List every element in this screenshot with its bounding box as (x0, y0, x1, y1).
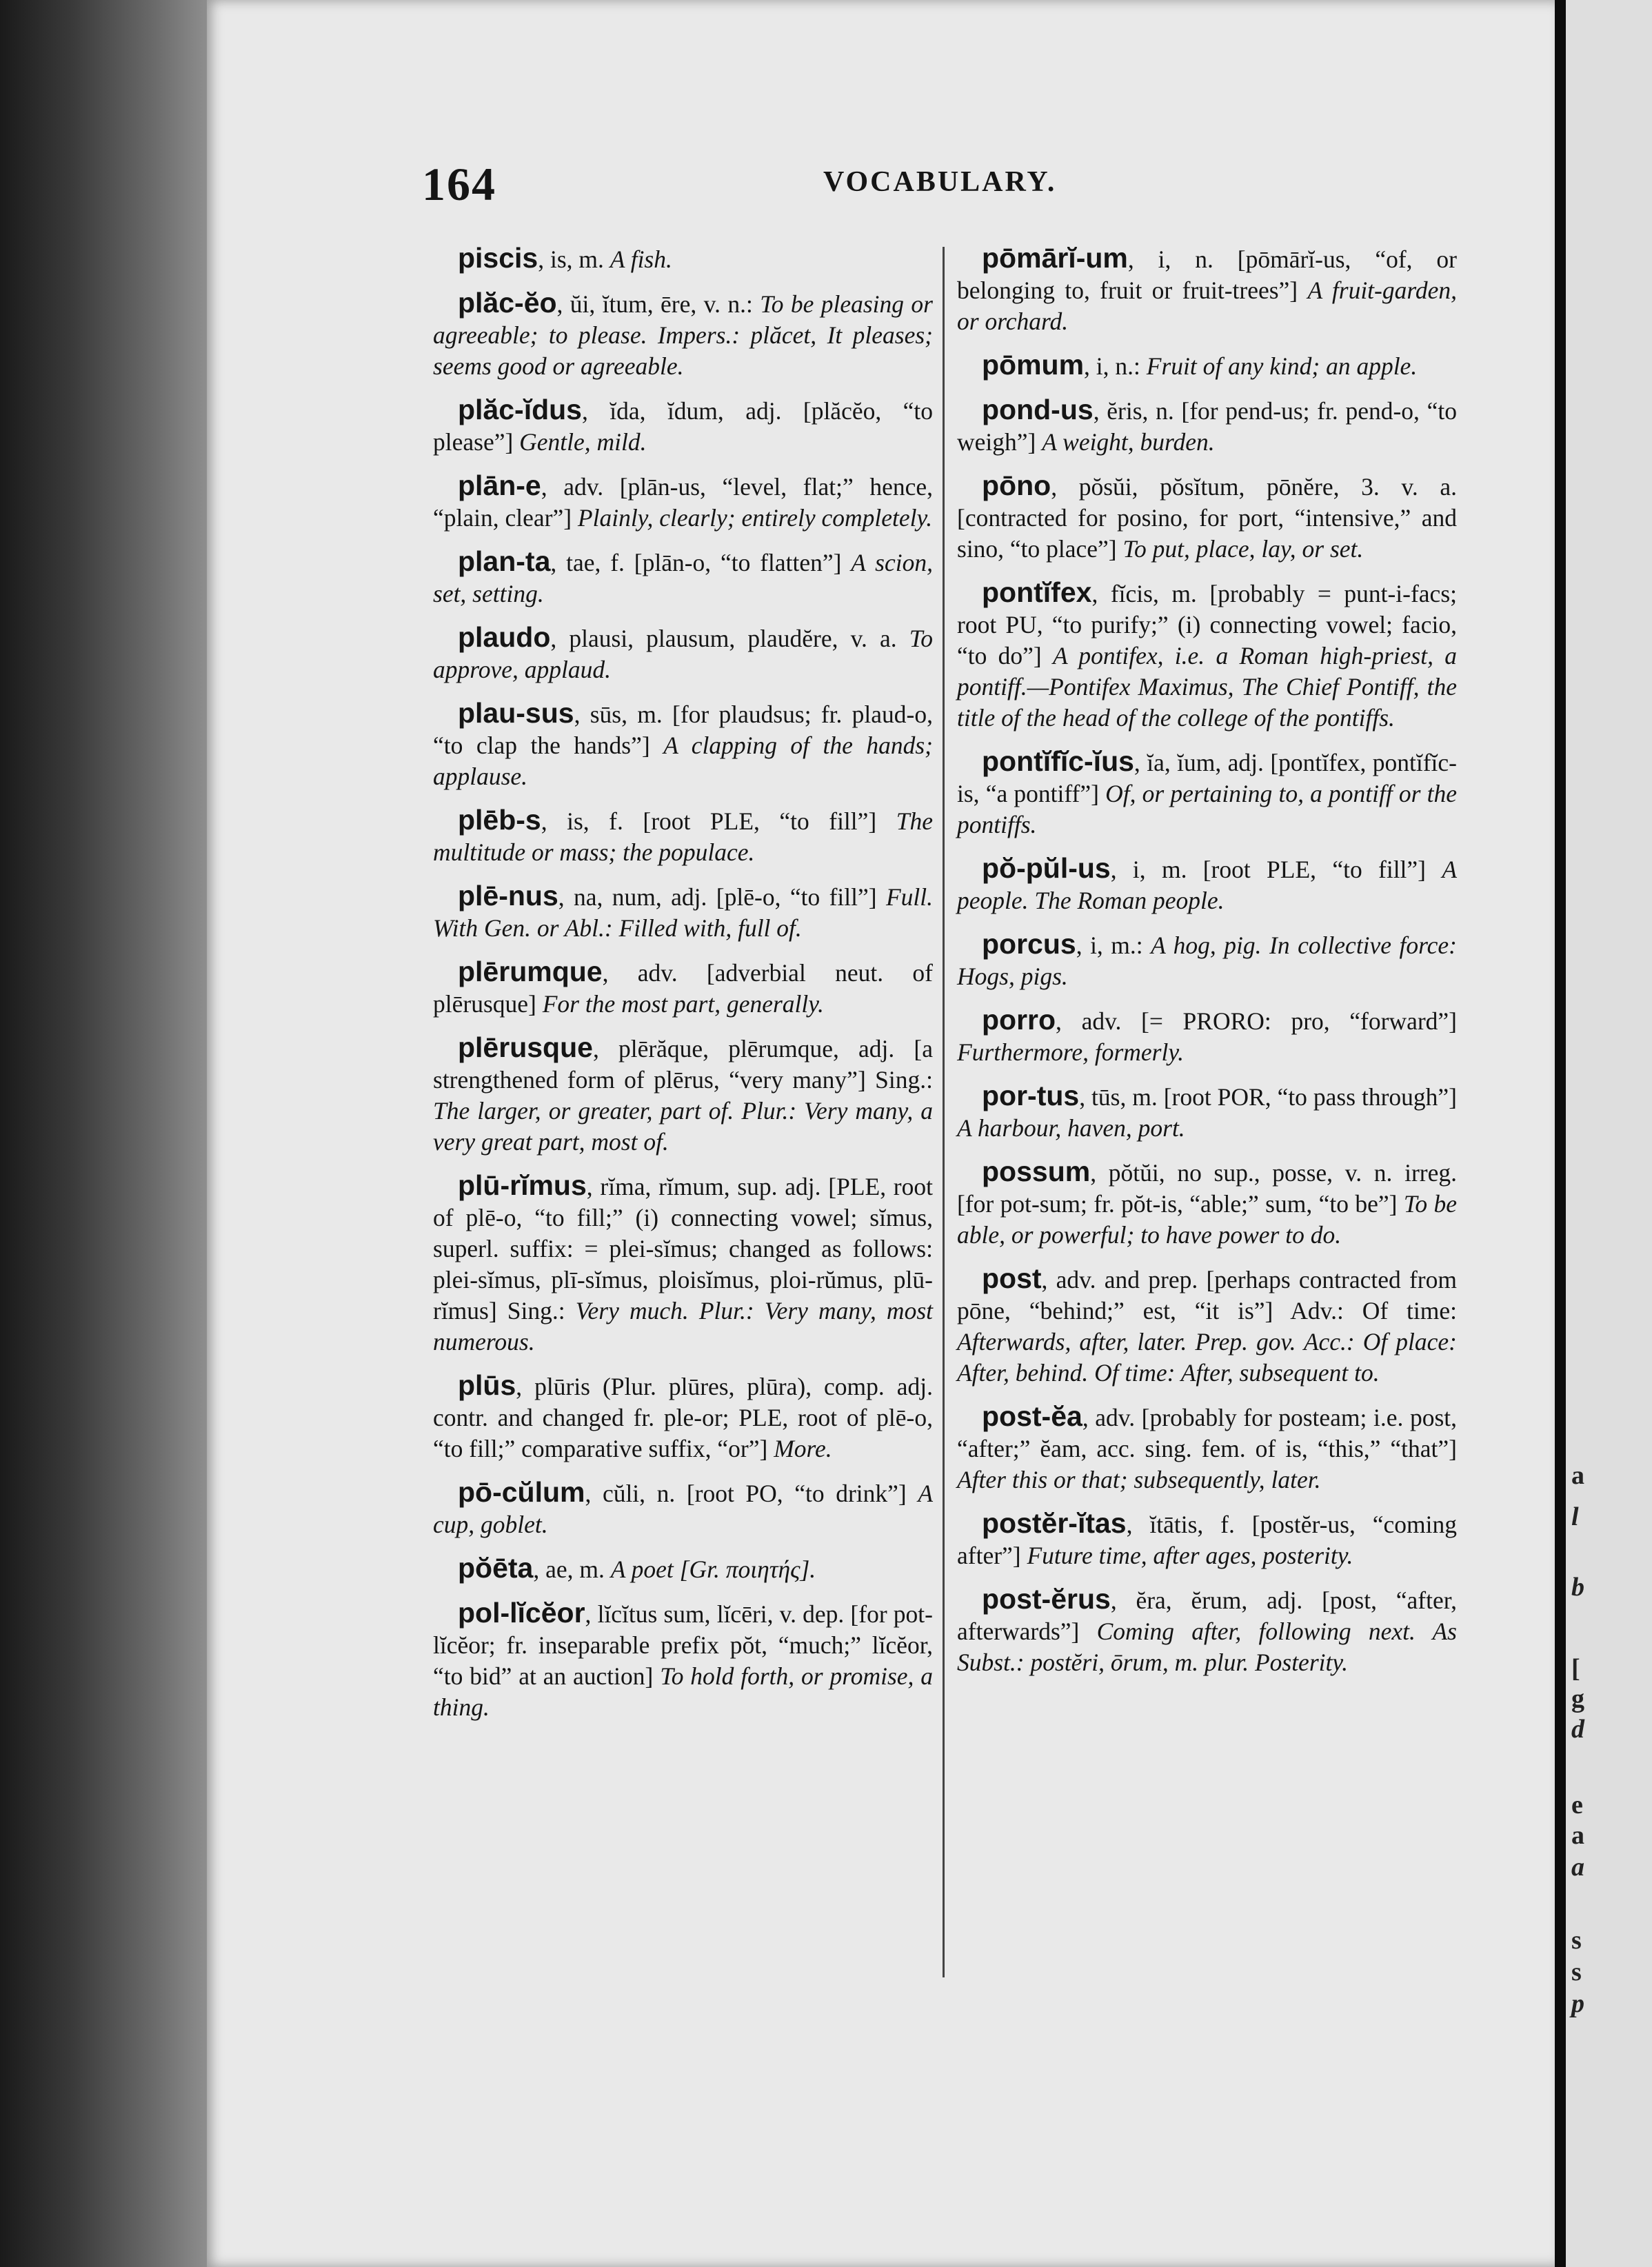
dictionary-entry (957, 1263, 1457, 1389)
entry-grammar: , adv. and prep. [perhaps contracted from pōne, “behind;” est, “it is”] Adv.: Of time: (957, 1266, 1457, 1324)
left-column (433, 243, 933, 1735)
entry-grammar: , plūris (Plur. plūres, plūra), comp. adj. contr. and changed fr. ple-or; PLE, root of plē-o, “to fill;” comparative suffix, “or”] (433, 1373, 933, 1462)
dictionary-entry (433, 1553, 933, 1585)
entry-grammar: , ĭtātis, f. [postĕr-us, “coming after”] (957, 1511, 1457, 1569)
entry-grammar: , ĭda, ĭdum, adj. [plăcĕo, “to please”] (433, 397, 933, 456)
entry-definition: Of, or pertaining to, a pontiff or the pontiffs. (957, 780, 1457, 838)
dictionary-entry (433, 1477, 933, 1540)
entry-headword: porcus (982, 928, 1076, 960)
adjacent-fragment: e (1571, 1791, 1583, 1820)
dictionary-entry (957, 394, 1457, 458)
entry-grammar: , cŭli, n. [root PO, “to drink”] (585, 1480, 918, 1507)
entry-headword: piscis (458, 242, 538, 274)
entry-headword: pŏ-pŭl-us (982, 852, 1111, 884)
adjacent-fragment: l (1571, 1502, 1579, 1531)
running-head (422, 157, 1456, 219)
entry-definition: Full. With Gen. or Abl.: Filled with, full of. (433, 883, 933, 942)
dictionary-entry (433, 546, 933, 609)
dictionary-entry (957, 1401, 1457, 1495)
dictionary-entry (957, 853, 1457, 916)
column-divider (943, 247, 945, 1977)
entry-definition: A hog, pig. In collective force: Hogs, pigs. (957, 931, 1457, 990)
dictionary-entry (957, 577, 1457, 734)
entry-grammar: , adv. [adverbial neut. of plērusque] (433, 959, 933, 1018)
adjacent-fragment: g (1571, 1684, 1584, 1713)
dictionary-entry (433, 880, 933, 944)
dictionary-entry (957, 746, 1457, 840)
dictionary-entry (433, 1170, 933, 1358)
entry-grammar: , ĕris, n. [for pend-us; fr. pend-o, “to weigh”] (957, 397, 1457, 456)
entry-definition: Coming after, following next. As Subst.: postĕri, ōrum, m. plur. Posterity. (957, 1618, 1457, 1676)
page-title: VOCABULARY. (823, 166, 1057, 198)
entry-grammar: , i, m. [root PLE, “to fill”] (1110, 856, 1442, 883)
entry-definition: A fruit-garden, or orchard. (957, 276, 1457, 335)
entry-headword: plān-e (458, 470, 541, 501)
dictionary-entry (433, 805, 933, 868)
dictionary-entry (957, 929, 1457, 992)
entry-definition: Plainly, clearly; entirely completely. (577, 504, 933, 532)
dictionary-entry (957, 1156, 1457, 1251)
entry-grammar: , lĭcĭtus sum, lĭcēri, v. dep. [for pot-lĭcĕor; fr. inseparable prefix pŏt, “much;” lĭcĕor, “to bid” at an auction] (433, 1600, 933, 1690)
adjacent-fragment: a (1571, 1821, 1584, 1850)
adjacent-fragment: [ (1571, 1654, 1580, 1683)
entry-grammar: , is, f. [root PLE, “to fill”] (541, 807, 896, 835)
entry-headword: pōno (982, 470, 1051, 501)
entry-definition: A fish. (610, 245, 672, 273)
entry-grammar: , na, num, adj. [plē-o, “to fill”] (558, 883, 886, 911)
entry-grammar: , ae, m. (533, 1555, 611, 1583)
entry-headword: pond-us (982, 394, 1094, 425)
entry-definition: A pontifex, i.e. a Roman high-priest, a pontiff.—Pontifex Maximus, The Chief Pontiff, the title of the head of the college of the pontiffs. (957, 642, 1458, 732)
entry-headword: pontĭfĭc-ĭus (982, 745, 1134, 777)
right-column (957, 243, 1457, 1691)
entry-definition: Gentle, mild. (519, 428, 647, 456)
dictionary-entry (433, 394, 933, 458)
entry-definition: The larger, or greater, part of. Plur.: Very many, a very great part, most of. (433, 1097, 933, 1156)
entry-definition: A clapping of the hands; applause. (433, 732, 933, 790)
dictionary-entry (433, 1598, 933, 1723)
entry-headword: plaudo (458, 621, 551, 653)
adjacent-fragment: p (1571, 1989, 1584, 2018)
adjacent-fragment: s (1571, 1926, 1582, 1955)
dictionary-entry (957, 470, 1457, 565)
entry-grammar: , i, n.: (1084, 352, 1147, 380)
entry-headword: plan-ta (458, 545, 551, 577)
entry-grammar: , i, n. [pōmārĭ-us, “of, or belonging to, fruit or fruit-trees”] (957, 245, 1457, 304)
entry-definition: A cup, goblet. (433, 1480, 933, 1538)
adjacent-fragment: b (1571, 1573, 1584, 1602)
entry-definition: The multitude or mass; the populace. (433, 807, 933, 866)
entry-headword: plūs (458, 1369, 516, 1401)
entry-headword: pŏēta (458, 1552, 534, 1584)
entry-headword: plau-sus (458, 697, 574, 729)
entry-definition: Afterwards, after, later. Prep. gov. Acc.: Of place: After, behind. Of time: After, subsequent to. (957, 1328, 1457, 1387)
entry-grammar: , pŏtŭi, no sup., posse, v. n. irreg. [for pot-sum; fr. pŏt-is, “able;” sum, “to be”] (957, 1159, 1457, 1218)
entry-grammar: , pŏsŭi, pŏsĭtum, pōnĕre, 3. v. a. [contracted for posino, for port, “intensive,” and sino, “to place”] (957, 473, 1457, 563)
dictionary-entry (433, 622, 933, 685)
dictionary-entry (433, 956, 933, 1020)
entry-headword: postĕr-ĭtas (982, 1507, 1127, 1539)
dictionary-entry (433, 288, 933, 382)
dictionary-entry (957, 1508, 1457, 1571)
entry-definition: To be able, or powerful; to have power to do. (957, 1190, 1458, 1249)
entry-definition: To approve, applaud. (433, 625, 933, 683)
entry-grammar: , tūs, m. [root POR, “to pass through”] (1079, 1083, 1457, 1111)
entry-headword: plē-nus (458, 880, 558, 911)
entry-definition: A harbour, haven, port. (957, 1114, 1185, 1142)
entry-headword: por-tus (982, 1080, 1080, 1111)
entry-headword: post (982, 1262, 1042, 1294)
entry-definition: Very much. Plur.: Very many, most numerous. (433, 1297, 933, 1356)
page-number: 164 (422, 158, 496, 210)
entry-headword: pontĭfex (982, 576, 1092, 608)
entry-definition: More. (774, 1435, 832, 1462)
entry-headword: plū-rĭmus (458, 1169, 587, 1201)
dictionary-entry (433, 698, 933, 792)
entry-headword: possum (982, 1156, 1091, 1187)
entry-definition: A people. The Roman people. (957, 856, 1457, 914)
entry-grammar: , adv. [= PRORO: pro, “forward”] (1056, 1007, 1457, 1035)
entry-grammar: , sūs, m. [for plaudsus; fr. plaud-o, “to clap the hands”] (433, 701, 933, 759)
entry-definition: Fruit of any kind; an apple. (1146, 352, 1418, 380)
entry-definition: Furthermore, formerly. (957, 1038, 1184, 1066)
dictionary-entry (957, 1005, 1457, 1068)
entry-headword: plērusque (458, 1031, 593, 1063)
entry-headword: plăc-ĭdus (458, 394, 582, 425)
entry-definition: To hold forth, or promise, a thing. (433, 1662, 933, 1721)
entry-definition: A weight, burden. (1042, 428, 1215, 456)
entry-definition: Future time, after ages, posterity. (1027, 1542, 1353, 1569)
adjacent-fragment: a (1571, 1461, 1584, 1490)
entry-grammar: , ŭi, ĭtum, ēre, v. n.: (556, 290, 760, 318)
entry-definition: After this or that; subsequently, later. (957, 1466, 1321, 1493)
dictionary-entry (433, 1370, 933, 1464)
entry-grammar: , fĭcis, m. [probably = punt-i-facs; root PU, “to purify;” (i) connecting vowel; facio, “to do”] (957, 580, 1457, 669)
entry-grammar: , adv. [plān-us, “level, flat;” hence, “plain, clear”] (433, 473, 933, 532)
entry-headword: post-ĕa (982, 1400, 1082, 1432)
entry-grammar: , adv. [probably for posteam; i.e. post, “after;” ĕam, acc. sing. fem. of is, “this,” “that”] (957, 1404, 1457, 1462)
dictionary-entry (957, 243, 1457, 337)
entry-headword: plēb-s (458, 804, 541, 836)
entry-headword: plērumque (458, 956, 603, 987)
dictionary-entry (433, 470, 933, 534)
entry-definition: A scion, set, setting. (433, 549, 933, 607)
entry-headword: pol-lĭcĕor (458, 1597, 585, 1629)
entry-grammar: , plausi, plausum, plaudĕre, v. a. (550, 625, 909, 652)
dictionary-entry (957, 1584, 1457, 1678)
scan-edge-shadow (0, 0, 207, 2267)
dictionary-entry (957, 1080, 1457, 1144)
entry-grammar: , rĭma, rĭmum, sup. adj. [PLE, root of plē-o, “to fill;” (i) connecting vowel; sĭmus, superl. suffix: = plei-sĭmus; changed as follows: plei-sĭmus, plī-sĭmus, ploisĭmus, ploi-rŭmus, plū-rĭmus] Sing.: (433, 1173, 933, 1324)
entry-headword: pōmārĭ-um (982, 242, 1128, 274)
adjacent-page-edge (1566, 0, 1652, 2267)
entry-definition: A poet [Gr. ποιητής]. (610, 1555, 816, 1583)
entry-grammar: , is, m. (538, 245, 610, 273)
adjacent-fragment: d (1571, 1715, 1584, 1744)
entry-definition: For the most part, generally. (542, 990, 824, 1018)
adjacent-fragment: a (1571, 1853, 1584, 1882)
dictionary-entry (433, 1032, 933, 1158)
entry-headword: post-ĕrus (982, 1583, 1111, 1615)
entry-grammar: , plērăque, plērumque, adj. [a strengthened form of plērus, “very many”] Sing.: (433, 1035, 933, 1094)
dictionary-entry (433, 243, 933, 275)
entry-definition: To be pleasing or agreeable; to please. Impers.: plăcet, It pleases; seems good or agreeable. (433, 290, 933, 380)
entry-headword: pōmum (982, 349, 1085, 381)
entry-grammar: , ĕra, ĕrum, adj. [post, “after, afterwards”] (957, 1586, 1457, 1645)
dictionary-entry (957, 350, 1457, 382)
adjacent-fragment: s (1571, 1957, 1582, 1986)
entry-headword: plăc-ĕo (458, 287, 557, 319)
entry-definition: To put, place, lay, or set. (1122, 535, 1364, 563)
entry-grammar: , tae, f. [plān-o, “to flatten”] (550, 549, 852, 576)
entry-headword: porro (982, 1004, 1056, 1036)
entry-grammar: , i, m.: (1076, 931, 1151, 959)
entry-grammar: , ĭa, ĭum, adj. [pontĭfex, pontĭfĭc-is, “a pontiff”] (957, 749, 1457, 807)
entry-headword: pō-cŭlum (458, 1476, 585, 1508)
book-gutter (1555, 0, 1566, 2267)
